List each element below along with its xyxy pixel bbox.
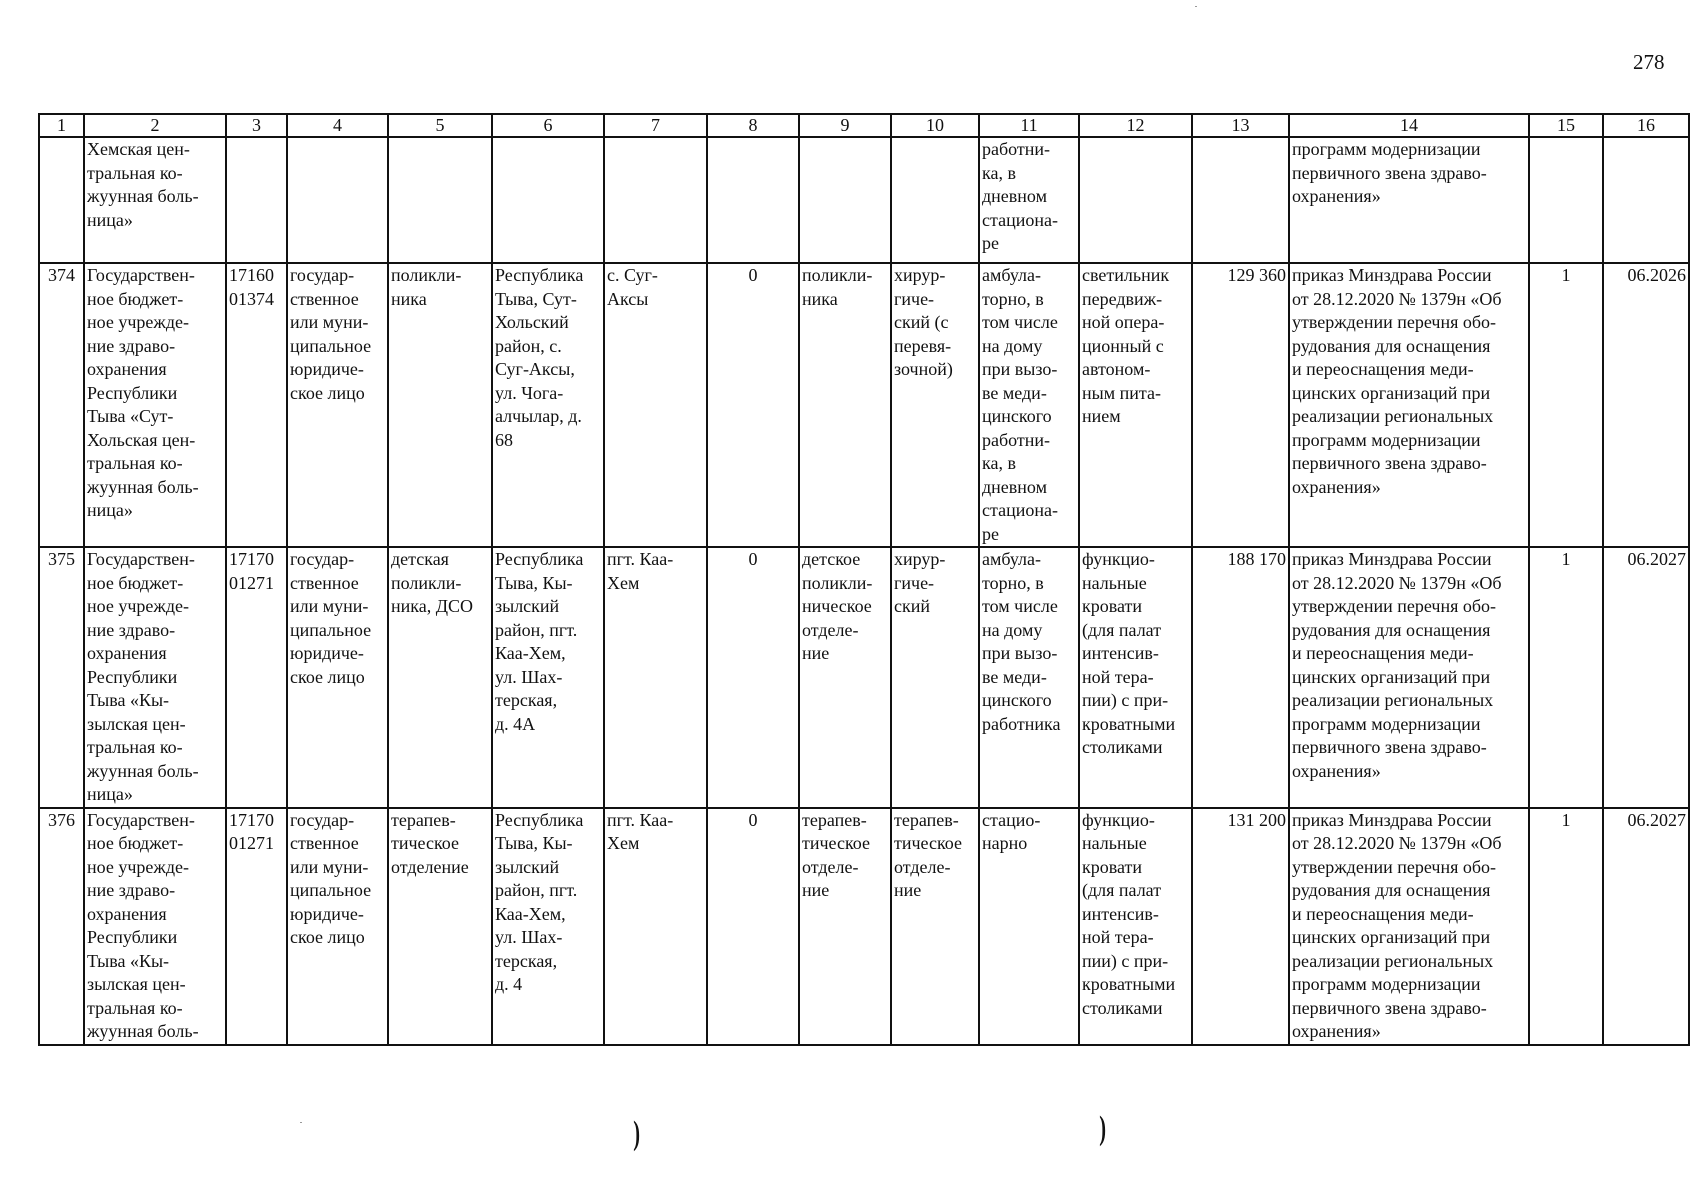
- regulation-cell: приказ Минздрава России от 28.12.2020 № 1379н «Об утверждении перечня обо- рудования для оснащения и переоснащения меди- цинских организаций при реализации региональных программ модернизации первичного звена здраво- охранения»: [1289, 808, 1529, 1045]
- department-cell: поликли- ника: [799, 263, 891, 547]
- column-number: 13: [1192, 114, 1289, 137]
- column-number: 11: [979, 114, 1079, 137]
- column-number: 12: [1079, 114, 1192, 137]
- column-number: 4: [287, 114, 388, 137]
- settlement-cell: пгт. Каа- Хем: [604, 547, 707, 808]
- table-row: [39, 808, 1689, 1045]
- column-number: 5: [388, 114, 492, 137]
- profile-cell: терапев- тическое отделе- ние: [891, 808, 979, 1045]
- equipment-cell: функцио- нальные кровати (для палат интенсив- ной тера- пии) с при- кроватными столиками: [1079, 547, 1192, 808]
- quantity-cell: 1: [1529, 547, 1603, 808]
- code-cell: [226, 137, 287, 263]
- value-cell: 0: [707, 547, 799, 808]
- row-number-cell: [39, 137, 84, 263]
- equipment-cell: светильник передвиж- ной опера- ционный с автоном- ным пита- нием: [1079, 263, 1192, 547]
- settlement-cell: с. Суг- Аксы: [604, 263, 707, 547]
- address-cell: Республика Тыва, Кы- зылский район, пгт. Каа-Хем, ул. Шах- терская, д. 4А: [492, 547, 604, 808]
- date-cell: 06.2027: [1603, 808, 1689, 1045]
- code-cell: 17170 01271: [226, 547, 287, 808]
- legal-form-cell: государ- ственное или муни- ципальное юридиче- ское лицо: [287, 547, 388, 808]
- department-cell: [799, 137, 891, 263]
- column-number: 9: [799, 114, 891, 137]
- settlement-cell: [604, 137, 707, 263]
- legal-form-cell: государ- ственное или муни- ципальное юридиче- ское лицо: [287, 263, 388, 547]
- column-number: 8: [707, 114, 799, 137]
- date-cell: 06.2027: [1603, 547, 1689, 808]
- regulation-cell: программ модернизации первичного звена здраво- охранения»: [1289, 137, 1529, 263]
- price-cell: 129 360: [1192, 263, 1289, 547]
- quantity-cell: [1529, 137, 1603, 263]
- date-cell: 06.2026: [1603, 263, 1689, 547]
- stray-pen-mark: ): [633, 1115, 641, 1152]
- unit-type-cell: терапев- тическое отделение: [388, 808, 492, 1045]
- column-number: 1: [39, 114, 84, 137]
- care-conditions-cell: работни- ка, в дневном стациона- ре: [979, 137, 1079, 263]
- profile-cell: хирур- гиче- ский (с перевя- зочной): [891, 263, 979, 547]
- equipment-cell: [1079, 137, 1192, 263]
- column-number: 15: [1529, 114, 1603, 137]
- unit-type-cell: [388, 137, 492, 263]
- equipment-cell: функцио- нальные кровати (для палат интенсив- ной тера- пии) с при- кроватными столиками: [1079, 808, 1192, 1045]
- profile-cell: хирур- гиче- ский: [891, 547, 979, 808]
- value-cell: [707, 137, 799, 263]
- value-cell: 0: [707, 808, 799, 1045]
- quantity-cell: 1: [1529, 808, 1603, 1045]
- column-number-row: [39, 114, 1689, 137]
- page-number: 278: [1633, 50, 1665, 74]
- price-cell: [1192, 137, 1289, 263]
- institution-cell: Государствен- ное бюджет- ное учрежде- ние здраво- охранения Республики Тыва «Сут- Хольская цен- тральная ко- жуунная боль- ница»: [84, 263, 226, 547]
- date-cell: [1603, 137, 1689, 263]
- unit-type-cell: поликли- ника: [388, 263, 492, 547]
- column-number: 2: [84, 114, 226, 137]
- row-number-cell: 376: [39, 808, 84, 1045]
- unit-type-cell: детская поликли- ника, ДСО: [388, 547, 492, 808]
- value-cell: 0: [707, 263, 799, 547]
- row-number-cell: 374: [39, 263, 84, 547]
- department-cell: детское поликли- ническое отделе- ние: [799, 547, 891, 808]
- regulation-cell: приказ Минздрава России от 28.12.2020 № 1379н «Об утверждении перечня обо- рудования для оснащения и переоснащения меди- цинских организаций при реализации региональных программ модернизации первичного звена здраво- охранения»: [1289, 547, 1529, 808]
- column-number: 14: [1289, 114, 1529, 137]
- care-conditions-cell: амбула- торно, в том числе на дому при вызо- ве меди- цинского работни- ка, в дневном стациона- ре: [979, 263, 1079, 547]
- code-cell: 17160 01374: [226, 263, 287, 547]
- table-row: [39, 547, 1689, 808]
- institution-cell: Хемская цен- тральная ко- жуунная боль- ница»: [84, 137, 226, 263]
- table-row: [39, 263, 1689, 547]
- price-cell: 131 200: [1192, 808, 1289, 1045]
- column-number: 3: [226, 114, 287, 137]
- institution-cell: Государствен- ное бюджет- ное учрежде- ние здраво- охранения Республики Тыва «Кы- зылская цен- тральная ко- жуунная боль- ница»: [84, 547, 226, 808]
- care-conditions-cell: стацио- нарно: [979, 808, 1079, 1045]
- institution-cell: Государствен- ное бюджет- ное учрежде- ние здраво- охранения Республики Тыва «Кы- зылская цен- тральная ко- жуунная боль-: [84, 808, 226, 1045]
- table-row: [39, 137, 1689, 263]
- stray-pen-mark: ): [1099, 1110, 1107, 1147]
- address-cell: Республика Тыва, Кы- зылский район, пгт. Каа-Хем, ул. Шах- терская, д. 4: [492, 808, 604, 1045]
- row-number-cell: 375: [39, 547, 84, 808]
- legal-form-cell: [287, 137, 388, 263]
- regulation-cell: приказ Минздрава России от 28.12.2020 № 1379н «Об утверждении перечня обо- рудования для оснащения и переоснащения меди- цинских организаций при реализации региональных программ модернизации первичного звена здраво- охранения»: [1289, 263, 1529, 547]
- department-cell: терапев- тическое отделе- ние: [799, 808, 891, 1045]
- column-number: 7: [604, 114, 707, 137]
- address-cell: [492, 137, 604, 263]
- code-cell: 17170 01271: [226, 808, 287, 1045]
- care-conditions-cell: амбула- торно, в том числе на дому при вызо- ве меди- цинского работника: [979, 547, 1079, 808]
- scan-speck: [1195, 6, 1197, 7]
- price-cell: 188 170: [1192, 547, 1289, 808]
- legal-form-cell: государ- ственное или муни- ципальное юридиче- ское лицо: [287, 808, 388, 1045]
- address-cell: Республика Тыва, Сут- Хольский район, с. Суг-Аксы, ул. Чога- алчылар, д. 68: [492, 263, 604, 547]
- equipment-register-table: [38, 113, 1690, 1046]
- scan-speck: [300, 1122, 302, 1123]
- profile-cell: [891, 137, 979, 263]
- quantity-cell: 1: [1529, 263, 1603, 547]
- column-number: 6: [492, 114, 604, 137]
- settlement-cell: пгт. Каа- Хем: [604, 808, 707, 1045]
- column-number: 10: [891, 114, 979, 137]
- column-number: 16: [1603, 114, 1689, 137]
